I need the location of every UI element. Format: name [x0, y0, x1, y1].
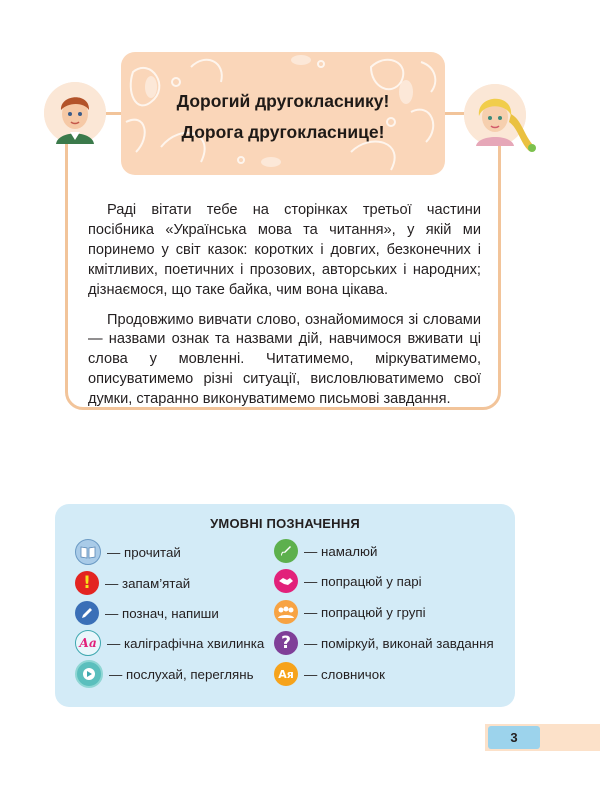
book-icon [75, 539, 101, 565]
legend-item-dictionary [274, 661, 385, 687]
legend-label-calligraphy: — каліграфічна хвилинка [107, 635, 265, 651]
intro-paragraph-2: Продовжимо вивчати слово, ознайомимося зі словами — назвами ознак та назвами дій, навчимося вживати ці слова у мовленні. Читатимемо, міркуватимемо, описуватимемо різні ситуації, висловлюватимемо свої думки, старанно виконуватимемо письмові завдання. [88, 311, 481, 408]
exclamation-icon: ! [75, 571, 99, 595]
legend-label-remember: — запам’ятай [105, 575, 191, 591]
greeting-line-1: Дорогий другокласнику! [176, 91, 390, 111]
brush-icon [274, 539, 298, 563]
intro-paragraph-1: Раді вітати тебе на сторінках третьої частини посібника «Українська мова та читання», у якій ми поринемо у світ казок: коротких і довгих, безконечних і кмітливих, поетичних і прозових, авторських і народних; дізнаємося, що таке байка, чим вона цікава. [88, 202, 481, 298]
legend-label-group: — попрацюй у групі [304, 604, 426, 620]
calligraphy-icon: Аа [75, 630, 101, 656]
legend-item-listen [75, 661, 254, 687]
legend-label-read: — прочитай [107, 544, 181, 560]
page-number: 3 [488, 726, 540, 749]
legend-item-think [274, 630, 494, 656]
legend-label-dictionary: — словничок [304, 666, 385, 682]
legend-item-group [274, 599, 426, 625]
legend-label-write: — познач, напиши [105, 605, 219, 621]
play-icon [75, 660, 103, 688]
group-icon [274, 600, 298, 624]
question-icon: ? [274, 631, 298, 655]
legend-item-write [75, 600, 219, 626]
legend-item-calligraphy [75, 630, 264, 656]
boy-portrait [44, 82, 106, 144]
girl-portrait [464, 84, 526, 146]
legend-item-remember [75, 570, 190, 596]
legend-item-draw [274, 538, 377, 564]
legend-label-think: — поміркуй, виконай завдання [304, 635, 494, 651]
handshake-icon [274, 569, 298, 593]
pencil-icon [75, 601, 99, 625]
legend-item-read [75, 539, 181, 565]
legend-label-draw: — намалюй [304, 543, 378, 559]
legend-label-pair: — попрацюй у парі [304, 573, 422, 589]
floral-ornament [121, 52, 445, 175]
intro-text [88, 201, 481, 420]
legend-panel [55, 504, 515, 707]
legend-item-pair [274, 568, 422, 594]
greeting-banner [121, 52, 445, 175]
greeting-line-2: Дорога другокласнице! [181, 122, 385, 142]
legend-label-listen: — послухай, переглянь [109, 666, 254, 682]
dictionary-icon: Ая [274, 662, 298, 686]
legend-title: УМОВНІ ПОЗНАЧЕННЯ [210, 516, 360, 531]
